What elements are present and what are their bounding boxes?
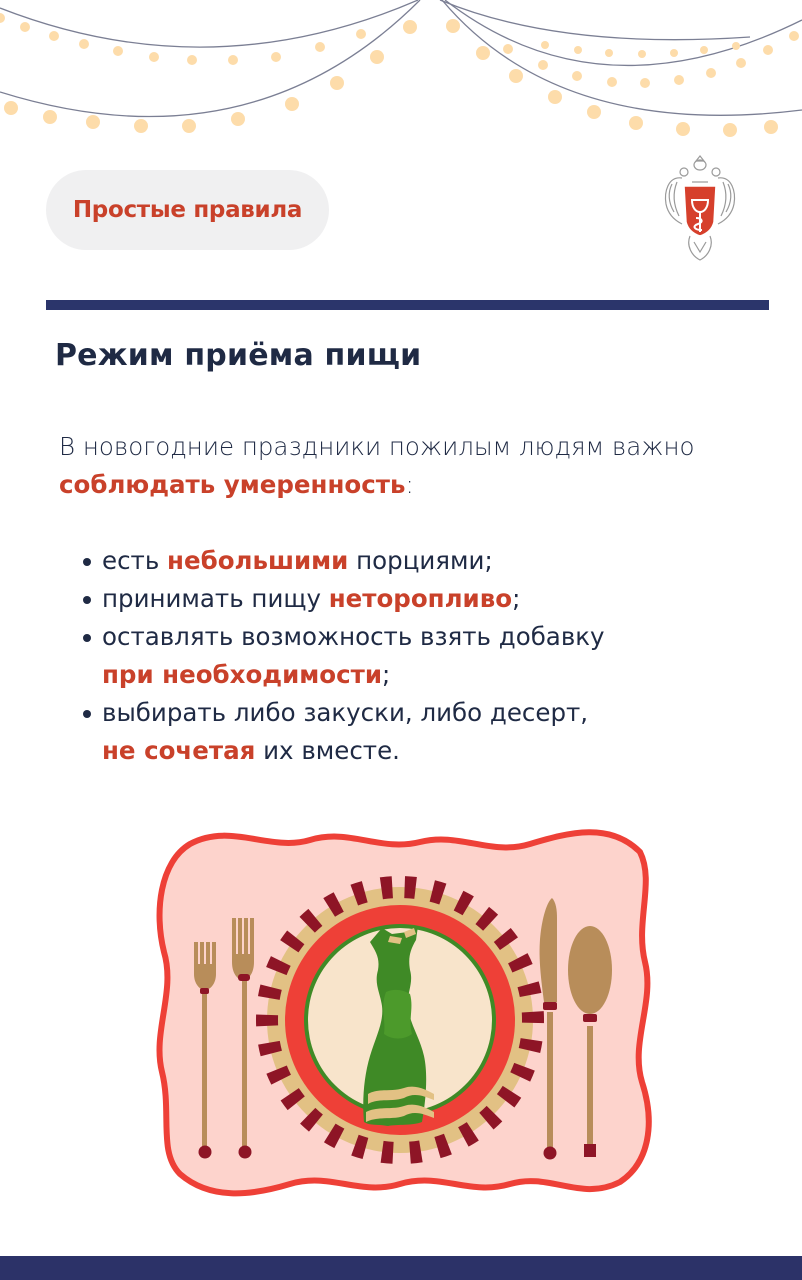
ministry-emblem-icon: [662, 152, 738, 264]
rule-text: их вместе.: [255, 736, 400, 765]
rule-text: ;: [381, 660, 391, 689]
rule-item: [80, 618, 760, 694]
rule-highlight: не сочетая: [102, 736, 256, 765]
section-badge-label: Простые правила: [72, 197, 303, 223]
rule-highlight: небольшими: [167, 546, 349, 575]
section-title: Режим приёма пищи: [55, 338, 422, 373]
rule-highlight: при необходимости: [102, 660, 382, 689]
rule-text: выбирать либо закуски, либо десерт,: [102, 698, 589, 727]
rule-item: [80, 694, 760, 770]
rule-text: оставлять возможность взять добавку: [102, 622, 605, 651]
intro-text: В новогодние праздники пожилым людям важно: [59, 432, 695, 461]
rules-list: [80, 542, 760, 770]
section-badge: [46, 170, 329, 250]
rule-highlight: неторопливо: [328, 584, 513, 613]
rule-text: ;: [512, 584, 521, 613]
footer-bar: [0, 1256, 802, 1280]
rule-item: [80, 580, 760, 618]
rule-text: порциями;: [348, 546, 493, 575]
rule-text: принимать пищу: [102, 584, 329, 613]
table-setting-illustration: [150, 822, 660, 1202]
intro-highlight: соблюдать умеренность: [59, 470, 406, 499]
rule-item: [80, 542, 760, 580]
intro-paragraph: [59, 428, 779, 504]
intro-suffix: :: [405, 470, 414, 499]
garland-decoration: [0, 0, 802, 150]
rule-text: есть: [102, 546, 168, 575]
section-divider: [46, 300, 769, 310]
